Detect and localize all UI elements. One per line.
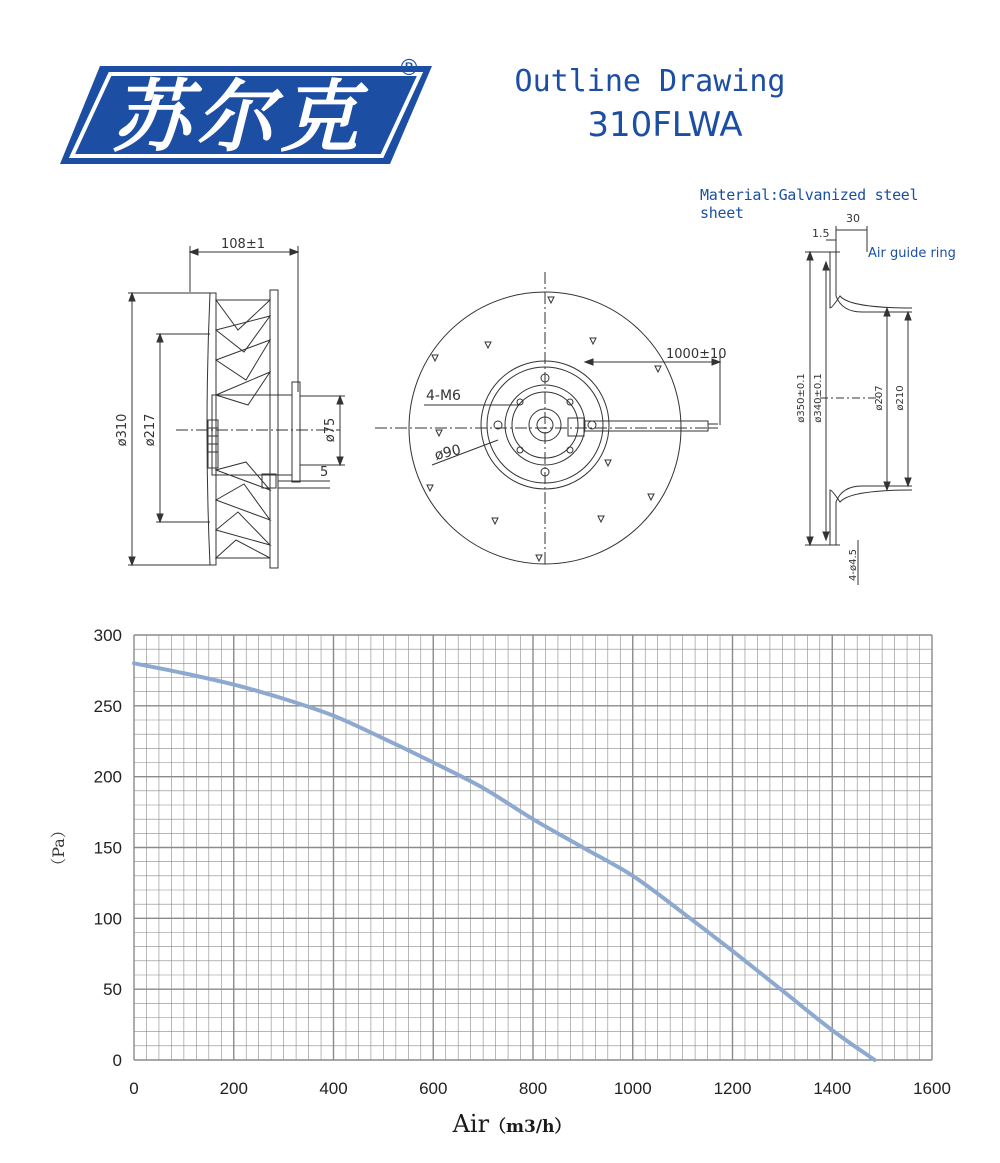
- side-view: [128, 246, 345, 568]
- brand-logo: [60, 60, 440, 170]
- y-tick-label: 50: [103, 980, 122, 1000]
- y-tick-label: 250: [93, 696, 122, 716]
- y-tick-label: 150: [93, 838, 122, 858]
- dim-width: 108±1: [221, 237, 265, 252]
- performance-chart: [0, 600, 1000, 1163]
- dim-ring-pcd: ø340±0.1: [813, 373, 824, 423]
- dim-ring-depth: 30: [846, 212, 860, 225]
- outline-drawings: [0, 180, 1000, 600]
- y-tick-label: 100: [93, 909, 122, 929]
- dim-ring-inner-b: ø210: [895, 385, 906, 411]
- x-tick-label: 800: [518, 1079, 548, 1098]
- x-tick-label: 0: [129, 1079, 139, 1098]
- front-view: [375, 272, 720, 565]
- model-number: 310FLWA: [587, 105, 743, 145]
- x-tick-label: 1200: [713, 1079, 752, 1098]
- dim-ring-outer: ø350±0.1: [796, 373, 807, 423]
- y-tick-label: 200: [93, 767, 122, 787]
- air-guide-ring-note: Air guide ring: [868, 246, 956, 261]
- logo-text: 苏尔克: [111, 73, 365, 163]
- dim-cable-length: 1000±10: [666, 347, 727, 362]
- x-tick-label: 1600: [913, 1079, 951, 1098]
- dim-shaft-diameter: ø75: [323, 417, 338, 443]
- drawing-title: Outline Drawing: [514, 64, 786, 99]
- x-tick-label: 600: [419, 1079, 448, 1098]
- dim-ring-holes: 4-ø4.5: [848, 549, 859, 581]
- dim-hub-diameter: ø90: [433, 441, 463, 464]
- chart-grid: [134, 635, 932, 1060]
- y-tick-label: 300: [93, 626, 122, 645]
- dim-ring-thickness: 1.5: [812, 227, 830, 240]
- material-note: Material:Galvanized steel sheet: [700, 186, 919, 222]
- dim-inner-diameter: ø217: [143, 413, 158, 447]
- registered-mark: ®: [398, 56, 420, 81]
- x-axis-label: [452, 1110, 572, 1138]
- y-tick-label: 0: [112, 1051, 122, 1070]
- y-tick-labels: [94, 626, 122, 1070]
- dim-bolts: 4-M6: [426, 388, 461, 404]
- x-axis-label-main: Air: [452, 1110, 490, 1138]
- x-tick-label: 400: [319, 1079, 348, 1098]
- dim-ring-inner-a: ø207: [874, 385, 885, 411]
- x-axis-label-unit: （m3/h）: [489, 1117, 572, 1137]
- x-tick-labels: [129, 1079, 951, 1098]
- x-tick-label: 1400: [813, 1079, 852, 1098]
- x-tick-label: 200: [219, 1079, 248, 1098]
- x-tick-label: 1000: [613, 1079, 652, 1098]
- dim-gap: 5: [320, 465, 329, 480]
- y-axis-label: （Pa）: [49, 822, 68, 874]
- dim-outer-diameter: ø310: [115, 413, 130, 447]
